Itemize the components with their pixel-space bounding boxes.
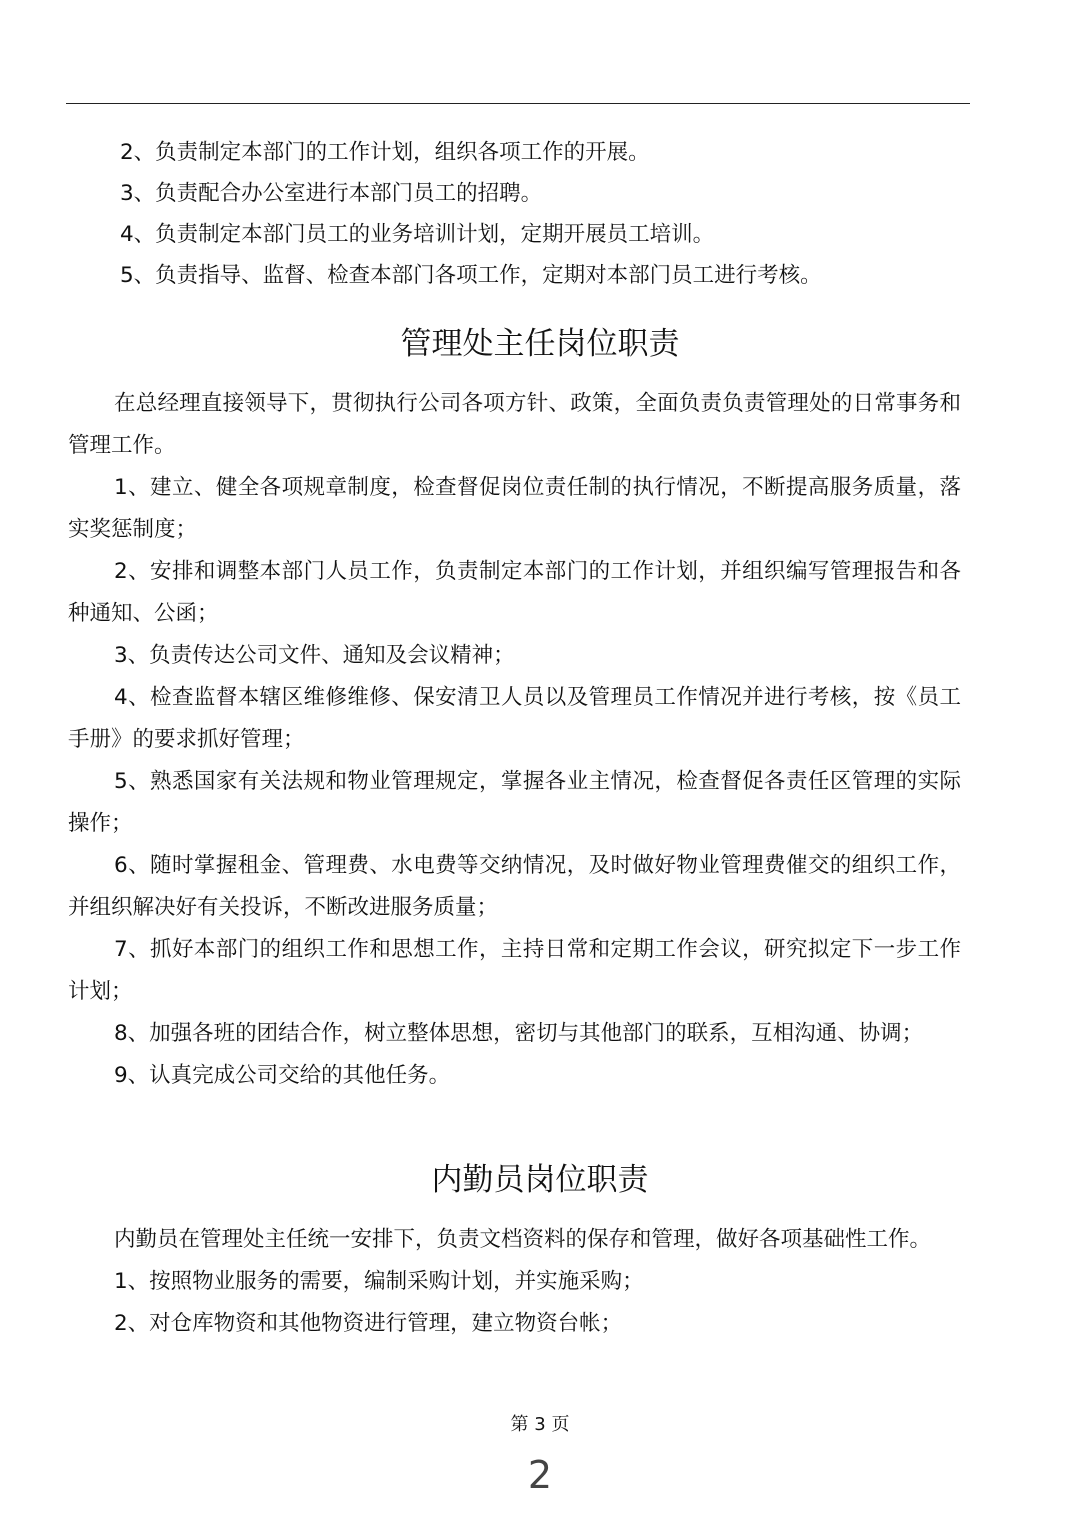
paragraph: 2、安排和调整本部门人员工作，负责制定本部门的工作计划，并组织编写管理报告和各种通知、公函； (68, 559, 961, 626)
section-body-manager (68, 383, 961, 1097)
section-title-manager: 管理处主任岗位职责 (400, 326, 680, 362)
paragraph: 8、加强各班的团结合作，树立整体思想，密切与其他部门的联系，互相沟通、协调； (114, 1021, 924, 1046)
intro-item: 3、负责配合办公室进行本部门员工的招聘。 (120, 181, 543, 206)
intro-item: 4、负责制定本部门员工的业务培训计划，定期开展员工培训。 (120, 222, 715, 247)
section-body-clerk (68, 1219, 961, 1345)
paragraph: 4、检查监督本辖区维修维修、保安清卫人员以及管理员工作情况并进行考核，按《员工手册》的要求抓好管理； (68, 685, 961, 752)
intro-list (120, 132, 970, 296)
paragraph: 1、建立、健全各项规章制度，检查督促岗位责任制的执行情况，不断提高服务质量，落实奖惩制度； (68, 475, 961, 542)
paragraph: 9、认真完成公司交给的其他任务。 (114, 1063, 451, 1088)
paragraph: 5、熟悉国家有关法规和物业管理规定，掌握各业主情况，检查督促各责任区管理的实际操作； (68, 769, 961, 836)
paragraph: 7、抓好本部门的组织工作和思想工作，主持日常和定期工作会议，研究拟定下一步工作计划； (68, 937, 961, 1004)
page-footer-label: 第 3 页 (510, 1414, 570, 1435)
intro-item: 5、负责指导、监督、检查本部门各项工作，定期对本部门员工进行考核。 (120, 263, 822, 288)
page-number: 2 (527, 1453, 553, 1497)
paragraph: 3、负责传达公司文件、通知及会议精神； (114, 643, 515, 668)
paragraph: 1、按照物业服务的需要，编制采购计划，并实施采购； (114, 1269, 644, 1294)
paragraph: 内勤员在管理处主任统一安排下，负责文档资料的保存和管理，做好各项基础性工作。 (114, 1227, 932, 1252)
paragraph: 6、随时掌握租金、管理费、水电费等交纳情况，及时做好物业管理费催交的组织工作，并组织解决好有关投诉，不断改进服务质量； (68, 853, 961, 920)
paragraph: 2、对仓库物资和其他物资进行管理，建立物资台帐； (114, 1311, 623, 1336)
intro-item: 2、负责制定本部门的工作计划，组织各项工作的开展。 (120, 140, 650, 165)
paragraph: 在总经理直接领导下，贯彻执行公司各项方针、政策，全面负责负责管理处的日常事务和管理工作。 (68, 391, 961, 458)
header-rule (66, 103, 970, 104)
section-title-clerk: 内勤员岗位职责 (431, 1162, 649, 1198)
